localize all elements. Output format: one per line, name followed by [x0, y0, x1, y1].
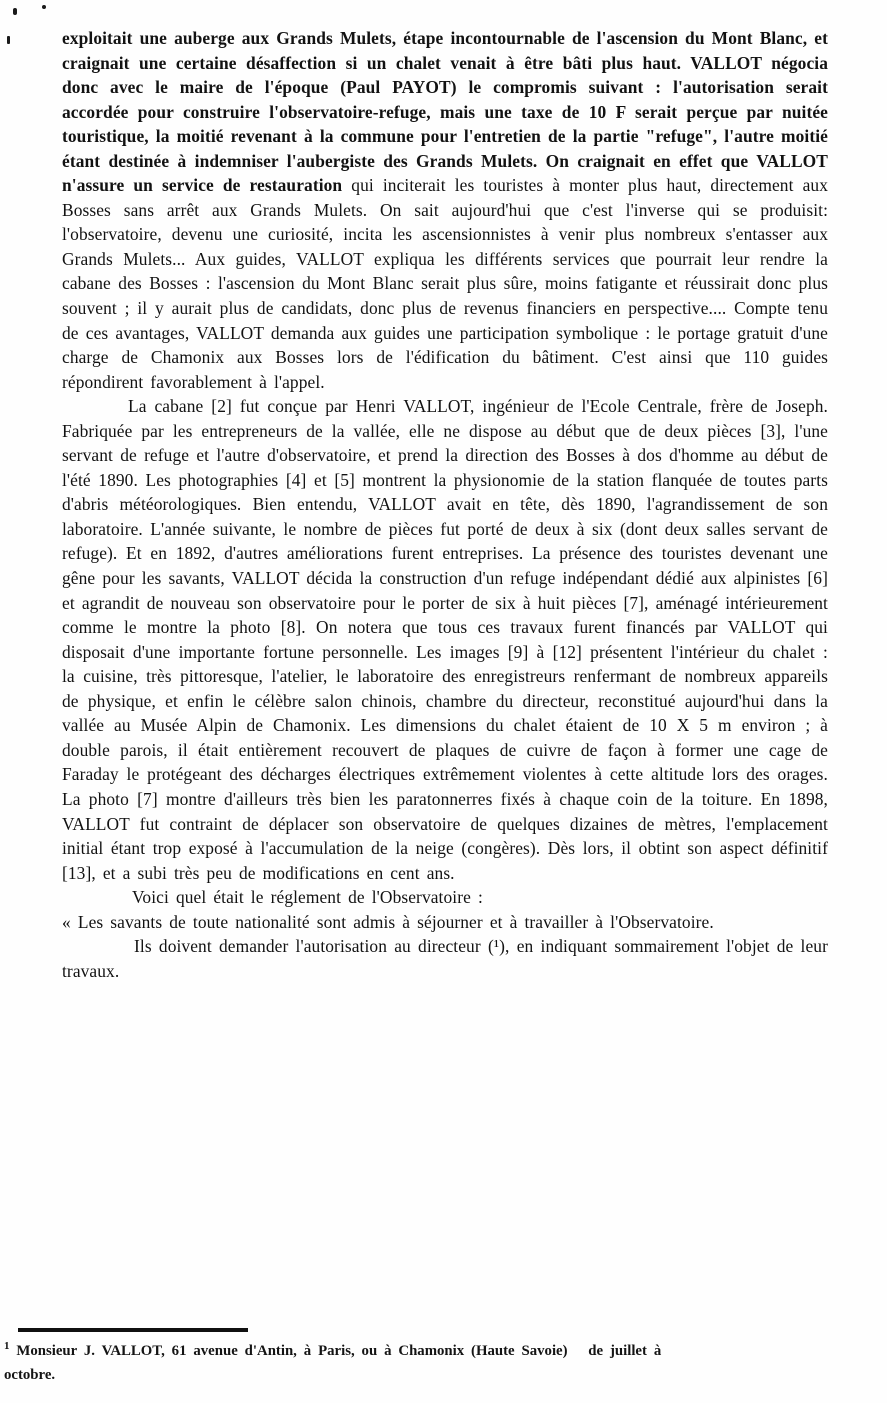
paragraph-5-quote: Ils doivent demander l'autorisation au directeur (¹), en indiquant sommairement l'objet de leur travaux.	[62, 936, 828, 981]
footnote-text: Monsieur J. VALLOT, 61 avenue d'Antin, à Paris, ou à Chamonix (Haute Savoie) de juillet à	[16, 1343, 662, 1359]
paragraph-1	[62, 26, 828, 394]
paragraph-4-quote: « Les savants de toute nationalité sont admis à séjourner et à travailler à l'Observatoire.	[62, 911, 714, 932]
scan-speckle	[13, 8, 17, 15]
paragraph-3: Voici quel était le réglement de l'Observatoire :	[132, 887, 483, 908]
paragraph-1-bold-text: exploitait une auberge aux Grands Mulets, étape incontournable de l'ascension du Mont Blanc, et craignait une certaine désaffection si un chalet venait à être bâti plus haut. VALLOT négocia donc avec le maire de l'époque (Paul PAYOT) le compromis suivant : l'autorisation serait accordée pour construire l'observatoire-refuge, mais une taxe de 10 F serait perçue par nuitée touristique, la moitié revenant à la commune pour l'entretien de la partie "refuge", l'autre moitié étant destinée à indemniser l'aubergiste des Grands Mulets. On craignait en effet que VALLOT n'assure un service de restauration	[62, 28, 828, 196]
footnote-line-2: octobre.	[4, 1367, 56, 1383]
paragraph-1-text: qui inciterait les touristes à monter plus haut, directement aux Bosses sans arrêt aux Grands Mulets. On sait aujourd'hui que c'est l'inverse qui se produisit: l'observatoire, devenu une curiosité, incita les ascensionnistes à venir plus nombreux s'entasser aux Grands Mulets... Aux guides, VALLOT expliqua les différents services que pourrait leur rendre la cabane des Bosses : l'ascension du Mont Blanc serait plus sûre, moins fatigante et réussirait donc plus souvent ; il y aurait plus de candidats, donc plus de revenus financiers en perspective.... Compte tenu de ces avantages, VALLOT demanda aux guides une participation symbolique : le portage gratuit d'une charge de Chamonix aux Bosses lors de l'édification du bâtiment. C'est ainsi que 110 guides répondirent favorablement à l'appel.	[62, 175, 828, 392]
footnote-rule	[18, 1328, 248, 1332]
footnote-marker: 1	[4, 1340, 10, 1353]
paragraph-2: La cabane [2] fut conçue par Henri VALLOT, ingénieur de l'Ecole Centrale, frère de Joseph. Fabriquée par les entrepreneurs de la vallée, elle ne dispose au début que de deux pièces [3], l'une servant de refuge et l'autre d'observatoire, et prend la direction des Bosses à dos d'homme au début de l'été 1890. Les photographies [4] et [5] montrent la physionomie de la station flanquée de toutes parts d'abris météorologiques. Bien entendu, VALLOT avait en tête, dès 1890, l'agrandissement de son laboratoire. L'année suivante, le nombre de pièces fut porté de deux à six (dont deux salles servant de refuge). Et en 1892, d'autres améliorations furent entreprises. La présence des touristes devenant une gêne pour les savants, VALLOT décida la construction d'un refuge indépendant dédié aux alpinistes [6] et agrandit de nouveau son observatoire pour le porter de six à huit pièces [7], aménagé intérieurement comme le montre la photo [8]. On notera que tous ces travaux furent financés par VALLOT qui disposait d'une importante fortune personnelle. Les images [9] à [12] présentent l'intérieur du chalet : la cuisine, très pittoresque, l'atelier, le laboratoire des enregistreurs renfermant de nombreux appareils de physique, et enfin le célèbre salon chinois, chambre du directeur, reconstitué aujourd'hui dans la vallée au Musée Alpin de Chamonix. Les dimensions du chalet étaient de 10 X 5 m environ ; à double parois, il était entièrement recouvert de plaques de cuivre de façon à former une cage de Faraday le protégeant des décharges électriques extrêmement violentes à cette altitude lors des orages. La photo [7] montre d'ailleurs très bien les paratonnerres fixés à chaque coin de la toiture. En 1898, VALLOT fut contraint de déplacer son observatoire de quelques dizaines de mètres, l'emplacement initial étant trop exposé à l'accumulation de la neige (congères). Dès lors, il obtint son aspect définitif [13], et a subi très peu de modifications en cent ans.	[62, 396, 828, 883]
footnote-line-1	[4, 1339, 844, 1363]
scan-speckle	[42, 5, 46, 9]
page-body	[62, 26, 828, 983]
scan-speckle	[7, 36, 10, 44]
footnote	[4, 1328, 844, 1387]
